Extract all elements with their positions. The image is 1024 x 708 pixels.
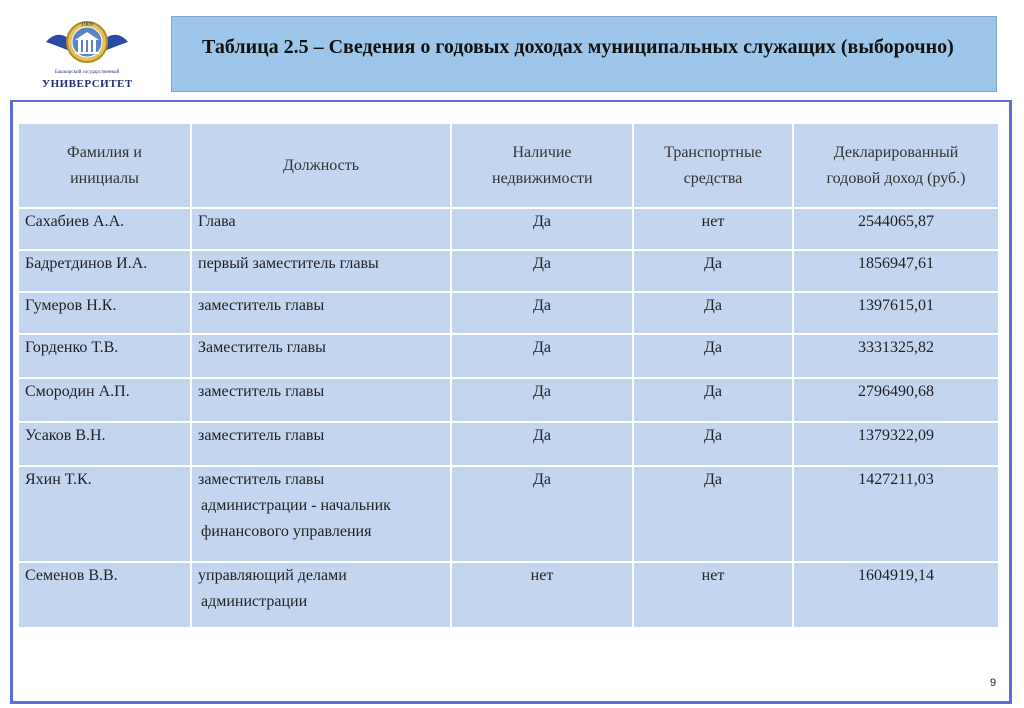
cell-property: Да: [451, 334, 633, 378]
cell-name: Горденко Т.В.: [18, 334, 191, 378]
table-row: [18, 422, 999, 466]
title-banner: [171, 16, 997, 92]
header-name: Фамилия и инициалы: [18, 123, 191, 208]
cell-position: Заместитель главы: [191, 334, 451, 378]
cell-income: 1604919,14: [793, 562, 999, 628]
cell-position-line: администрации: [201, 593, 308, 610]
cell-income: 1397615,01: [793, 292, 999, 334]
cell-position: [191, 466, 451, 562]
cell-name: Бадретдинов И.А.: [18, 250, 191, 292]
cell-income: 1427211,03: [793, 466, 999, 562]
header-property: Наличие недвижимости: [451, 123, 633, 208]
cell-property: нет: [451, 562, 633, 628]
slide-frame-left: [10, 100, 13, 703]
table-header-row: [18, 123, 999, 208]
income-table: [17, 122, 1000, 629]
cell-transport: Да: [633, 292, 793, 334]
table-row: [18, 208, 999, 250]
cell-property: Да: [451, 208, 633, 250]
cell-income: 2796490,68: [793, 378, 999, 422]
slide-frame-bottom: [10, 701, 1012, 704]
cell-position: первый заместитель главы: [191, 250, 451, 292]
cell-property: Да: [451, 250, 633, 292]
cell-transport: Да: [633, 378, 793, 422]
cell-position: заместитель главы: [191, 292, 451, 334]
cell-income: 1379322,09: [793, 422, 999, 466]
cell-position-line: управляющий делами: [198, 567, 347, 584]
cell-name: Смородин А.П.: [18, 378, 191, 422]
page-number: 9: [990, 677, 997, 689]
logo-caption: Башкирский государственный: [54, 70, 120, 75]
cell-income: 3331325,82: [793, 334, 999, 378]
cell-income: 1856947,61: [793, 250, 999, 292]
slide-frame-top: [10, 100, 1012, 102]
cell-transport: нет: [633, 562, 793, 628]
header-transport: Транспортные средства: [633, 123, 793, 208]
cell-name: Семенов В.В.: [18, 562, 191, 628]
cell-transport: Да: [633, 466, 793, 562]
cell-position: [191, 562, 451, 628]
header-position: Должность: [191, 123, 451, 208]
cell-position-line: администрации - начальник: [201, 497, 391, 514]
cell-transport: Да: [633, 422, 793, 466]
header-income: Декларированный годовой доход (руб.): [793, 123, 999, 208]
slide-frame-right: [1009, 100, 1012, 704]
table-row: [18, 292, 999, 334]
cell-position: Глава: [191, 208, 451, 250]
logo-year: 1909: [81, 22, 93, 28]
table-row: [18, 250, 999, 292]
cell-name: Яхин Т.К.: [18, 466, 191, 562]
slide-title: Таблица 2.5 – Сведения о годовых доходах муниципальных служащих (выборочно): [202, 36, 954, 58]
table-row: [18, 378, 999, 422]
cell-name: Сахабиев А.А.: [18, 208, 191, 250]
cell-property: Да: [451, 422, 633, 466]
table-row: [18, 334, 999, 378]
university-logo: [42, 12, 132, 92]
logo-name: УНИВЕРСИТЕТ: [42, 78, 133, 90]
cell-property: Да: [451, 466, 633, 562]
cell-property: Да: [451, 378, 633, 422]
cell-transport: нет: [633, 208, 793, 250]
cell-transport: Да: [633, 334, 793, 378]
table-row: [18, 562, 999, 628]
cell-income: 2544065,87: [793, 208, 999, 250]
cell-name: Гумеров Н.К.: [18, 292, 191, 334]
cell-position-line: заместитель главы: [198, 471, 325, 488]
cell-name: Усаков В.Н.: [18, 422, 191, 466]
cell-position: заместитель главы: [191, 422, 451, 466]
cell-position-line: финансового управления: [201, 523, 372, 540]
cell-position: заместитель главы: [191, 378, 451, 422]
university-emblem-icon: [42, 12, 132, 72]
cell-transport: Да: [633, 250, 793, 292]
cell-property: Да: [451, 292, 633, 334]
table-row: [18, 466, 999, 562]
